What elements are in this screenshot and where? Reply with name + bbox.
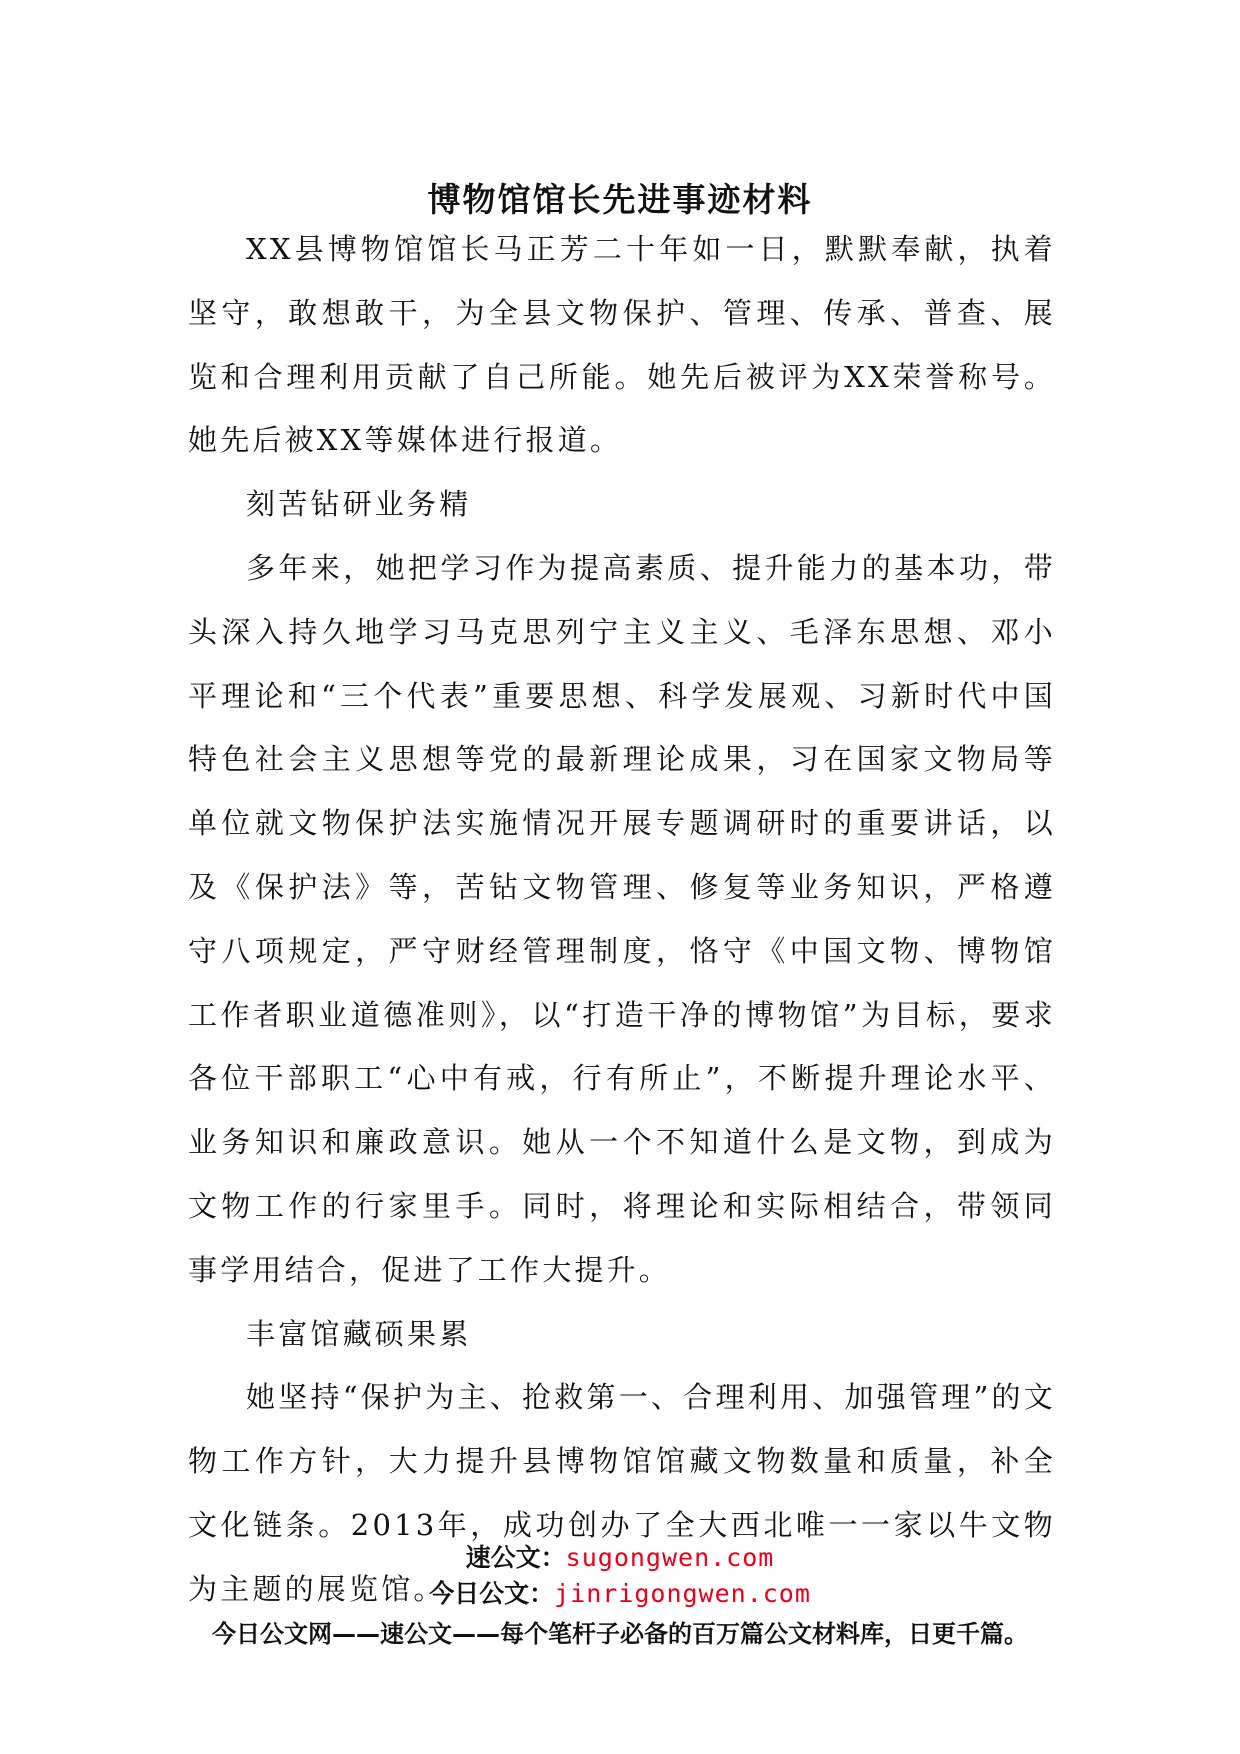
body-paragraph: XX县博物馆馆长马正芳二十年如一日，默默奉献，执着坚守，敢想敢干，为全县文物保护、管理、传承、普查、展览和合理利用贡献了自己所能。她先后被评为XX荣誉称号。 她先后被XX等媒体进行报道。 bbox=[188, 232, 1056, 458]
sugongwen-link[interactable]: sugongwen.com bbox=[565, 1543, 775, 1572]
footer-label: 今日公文： bbox=[429, 1579, 555, 1608]
jinrigongwen-link[interactable]: jinrigongwen.com bbox=[554, 1579, 811, 1608]
footer-label: 速公文： bbox=[465, 1543, 566, 1572]
section-heading: 丰富馆藏硕果累 bbox=[246, 1316, 472, 1351]
section-heading: 刻苦钻研业务精 bbox=[246, 487, 472, 522]
footer-jinrigongwen bbox=[0, 1576, 1240, 1612]
document-title: 博物馆馆长先进事迹材料 bbox=[427, 180, 813, 219]
body-paragraph: 她坚持“保护为主、抢救第一、合理利用、加强管理”的文物工作方针，大力提升县博物馆馆藏文物数量和质量，补全文化链条。2013年，成功创办了全大西北唯一一家以牛文物为主题的展览馆。 bbox=[188, 1380, 1056, 1606]
footer-slogan: 今日公文网——速公文——每个笔杆子必备的百万篇公文材料库，日更千篇。 bbox=[212, 1620, 1028, 1648]
document-body bbox=[188, 218, 1056, 1622]
body-paragraph: 多年来，她把学习作为提高素质、提升能力的基本功，带头深入持久地学习马克思列宁主义主义、毛泽东思想、邓小平理论和“三个代表”重要思想、科学发展观、习新时代中国特色社会主义思想等党的最新理论成果，习在国家文物局等单位就文物保护法实施情况开展专题调研时的重要讲话，以及《保护法》等，苦钻文物管理、修复等业务知识，严格遵守八项规定，严守财经管理制度，恪守《中国文物、博物馆工作者职业道德准则》，以“打造干净的博物馆”为目标，要求各位干部职工“心中有戒，行有所止”，不断提升理论水平、业务知识和廉政意识。她从一个不知道什么是文物，到成为文物工作的行家里手。同时，将理论和实际相结合，带领同事学用结合，促进了工作大提升。 bbox=[188, 550, 1056, 1287]
footer-sugongwen bbox=[0, 1540, 1240, 1576]
watermark-footer bbox=[0, 1540, 1240, 1652]
